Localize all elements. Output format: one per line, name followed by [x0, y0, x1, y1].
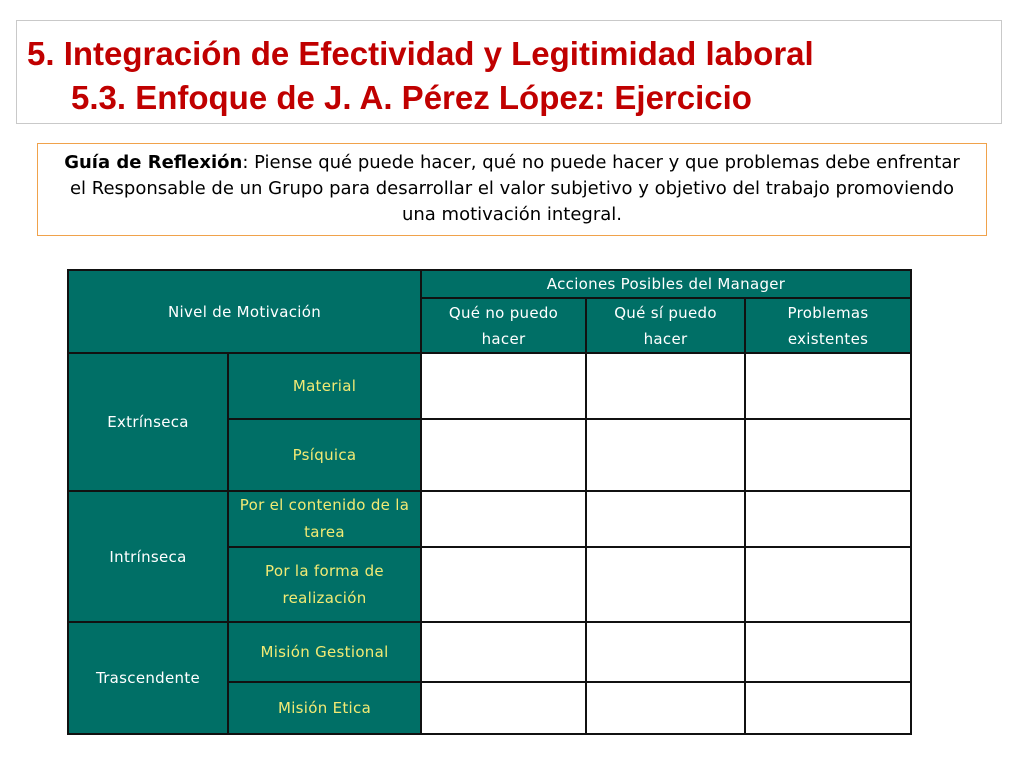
answer-cell[interactable]: [421, 419, 586, 491]
answer-cell[interactable]: [421, 491, 586, 547]
actions-header: Acciones Posibles del Manager: [421, 270, 911, 298]
table-row: [68, 353, 911, 419]
header-row: [68, 270, 911, 298]
answer-cell[interactable]: [745, 353, 911, 419]
answer-cell[interactable]: [421, 622, 586, 682]
column-header: Qué no puedo hacer: [421, 298, 586, 353]
sub-level-label: Por la forma de realización: [228, 547, 421, 622]
sub-level-label: Por el contenido de la tarea: [228, 491, 421, 547]
level-label: Intrínseca: [68, 491, 228, 622]
guide-lead: Guía de Reflexión: [64, 152, 243, 173]
answer-cell[interactable]: [745, 491, 911, 547]
answer-cell[interactable]: [586, 353, 745, 419]
table-row: [68, 491, 911, 547]
column-header: Qué sí puedo hacer: [586, 298, 745, 353]
sub-level-label: Misión Gestional: [228, 622, 421, 682]
motivation-table: [67, 269, 912, 735]
answer-cell[interactable]: [586, 491, 745, 547]
answer-cell[interactable]: [421, 682, 586, 734]
column-header: Problemas existentes: [745, 298, 911, 353]
sub-level-label: Material: [228, 353, 421, 419]
level-label: Trascendente: [68, 622, 228, 734]
slide-title: 5. Integración de Efectividad y Legitimidad laboral: [27, 35, 814, 72]
sub-level-label: Misión Etica: [228, 682, 421, 734]
answer-cell[interactable]: [745, 622, 911, 682]
title-box: [16, 20, 1002, 124]
answer-cell[interactable]: [745, 682, 911, 734]
sub-level-label: Psíquica: [228, 419, 421, 491]
answer-cell[interactable]: [421, 353, 586, 419]
slide-subtitle: 5.3. Enfoque de J. A. Pérez López: Ejercicio: [71, 79, 752, 116]
reflection-guide: [37, 143, 987, 236]
answer-cell[interactable]: [586, 419, 745, 491]
table-row: [68, 622, 911, 682]
answer-cell[interactable]: [421, 547, 586, 622]
guide-text: : Piense qué puede hacer, qué no puede hacer y que problemas debe enfrentar el Responsable de un Grupo para desarrollar el valor subjetivo y objetivo del trabajo promoviendo una motivación integral.: [69, 152, 960, 225]
level-label: Extrínseca: [68, 353, 228, 491]
answer-cell[interactable]: [745, 547, 911, 622]
answer-cell[interactable]: [586, 547, 745, 622]
answer-cell[interactable]: [586, 622, 745, 682]
answer-cell[interactable]: [586, 682, 745, 734]
answer-cell[interactable]: [745, 419, 911, 491]
level-header: Nivel de Motivación: [68, 270, 421, 353]
